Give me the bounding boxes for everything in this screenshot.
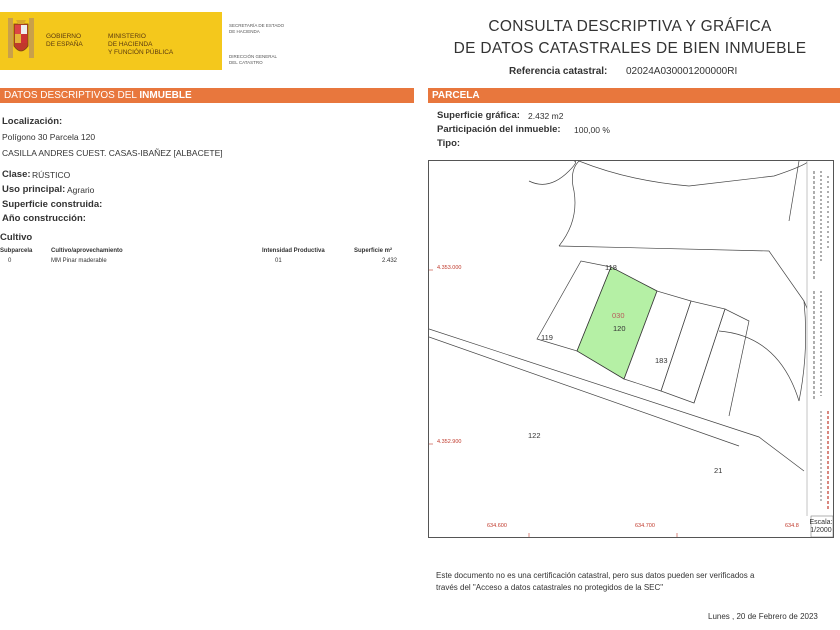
parcel-label-118: 118 <box>605 263 617 272</box>
ref-catastral-value: 02024A030001200000RI <box>626 66 738 77</box>
ministry-line1: MINISTERIO <box>108 33 146 40</box>
direccion-line2: DEL CATASTRO <box>229 60 263 65</box>
secretaria-line1: SECRETARÍA DE ESTADO <box>229 23 285 28</box>
footer-date: Lunes , 20 de Febrero de 2023 <box>708 612 818 621</box>
uso-principal-label: Uso principal: <box>2 184 66 195</box>
datos-descriptivos-header <box>0 88 414 103</box>
coord-label-634700: 634.700 <box>635 523 655 529</box>
boundary-top <box>579 161 809 186</box>
parcel-label-120: 120 <box>613 324 626 333</box>
uso-principal-value: Agrario <box>67 185 95 195</box>
escala-label: Escala: <box>809 519 833 526</box>
participacion-value: 100,00 % <box>574 125 610 135</box>
parcel-strip-east <box>661 301 725 403</box>
parcel-label-122: 122 <box>528 431 541 440</box>
escala-value: 1/2000 <box>810 527 832 534</box>
parcel-label-21: 21 <box>714 466 723 475</box>
coord-label-634600: 634.600 <box>487 523 507 529</box>
cadastral-map <box>428 160 834 538</box>
section-title-prefix: DATOS DESCRIPTIVOS DEL <box>4 90 140 101</box>
participacion-label: Participación del inmueble: <box>437 124 561 135</box>
th-cultivo: Cultivo/aprovechamiento <box>51 248 123 254</box>
ministry-line3: Y FUNCIÓN PÚBLICA <box>108 49 174 56</box>
superficie-construida-label: Superficie construida: <box>2 199 103 210</box>
table-cell-intensidad: 01 <box>275 258 282 264</box>
coord-label-6348: 634.8 <box>785 523 799 529</box>
localizacion-label: Localización: <box>2 116 63 127</box>
localizacion-line2: CASILLA ANDRES CUEST. CASAS-IBAÑEZ [ALBACETE] <box>2 148 223 158</box>
superficie-grafica-value: 2.432 m2 <box>528 111 564 121</box>
th-superficie: Superficie m² <box>354 248 393 254</box>
page-title-line1: CONSULTA DESCRIPTIVA Y GRÁFICA <box>488 18 772 35</box>
gov-line2: DE ESPAÑA <box>46 41 83 48</box>
secretaria-line2: DE HACIENDA <box>229 29 260 34</box>
anio-construccion-label: Año construcción: <box>2 213 86 224</box>
parcel-label-119: 119 <box>541 333 553 342</box>
coord-label-352900: 4.352.900 <box>437 439 462 445</box>
clase-label: Clase: <box>2 169 31 180</box>
localizacion-line1: Polígono 30 Parcela 120 <box>2 132 96 142</box>
th-intensidad: Intensidad Productiva <box>262 248 325 254</box>
disclaimer-line1: Este documento no es una certificación catastral, pero sus datos pueden ser verificados a <box>436 571 755 580</box>
table-cell-cultivo: MM Pinar maderable <box>51 258 107 264</box>
tipo-label: Tipo: <box>437 138 461 149</box>
disclaimer-line2: través del "Acceso a datos catastrales no protegidos de la SEC" <box>436 583 664 592</box>
parcel-label-030: 030 <box>612 311 625 320</box>
superficie-grafica-label: Superficie gráfica: <box>437 110 520 121</box>
parcel-label-183: 183 <box>655 356 668 365</box>
page-title-line2: DE DATOS CATASTRALES DE BIEN INMUEBLE <box>453 40 807 57</box>
gov-line1: GOBIERNO <box>46 33 82 40</box>
boundary-curve-left <box>559 161 579 246</box>
parcela-header: PARCELA <box>428 88 840 103</box>
cultivo-title: Cultivo <box>0 232 33 243</box>
table-cell-superficie: 2.432 <box>382 258 398 264</box>
boundary-inner <box>719 331 799 401</box>
parcel-map-svg <box>429 161 833 537</box>
direccion-line1: DIRECCIÓN GENERAL <box>229 54 278 59</box>
ref-catastral-label: Referencia catastral: <box>509 66 608 77</box>
clase-value: RÚSTICO <box>32 170 71 180</box>
coord-label-353000: 4.353.000 <box>437 265 462 271</box>
th-subparcela: Subparcela <box>0 248 33 254</box>
ministry-line2: DE HACIENDA <box>108 41 153 48</box>
map-legend-strip <box>807 161 833 516</box>
boundary-curve-top <box>529 161 576 184</box>
table-cell-subparcela: 0 <box>8 258 12 264</box>
section-title-highlight: INMUEBLE <box>139 90 192 101</box>
parcel-strip-far <box>694 309 749 416</box>
coat-of-arms-icon <box>6 16 36 60</box>
